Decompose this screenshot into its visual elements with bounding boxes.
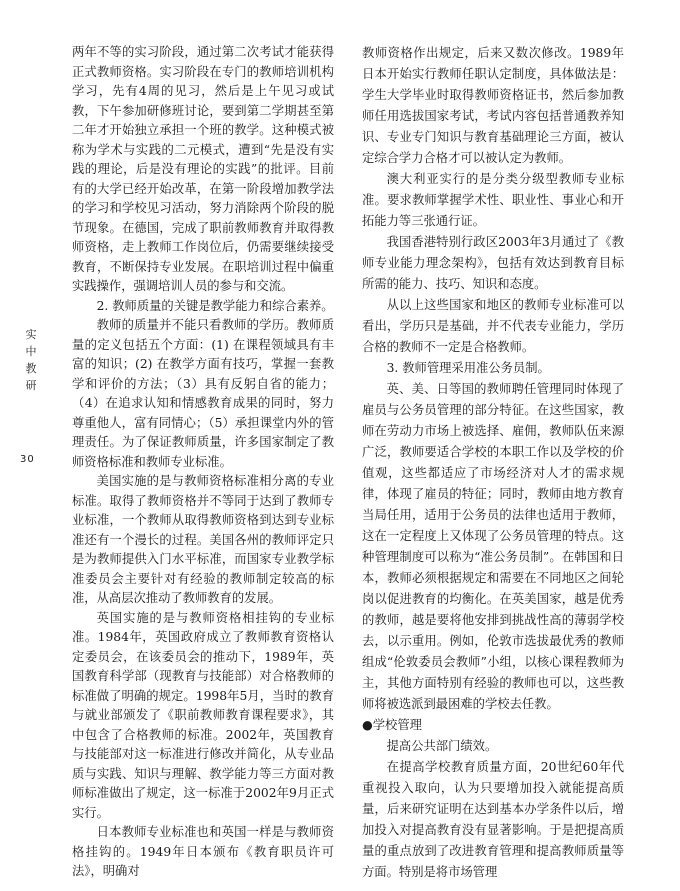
left-text-column xyxy=(72,43,334,882)
paragraph: 日本教师专业标准也和英国一样是与教师资格挂钩的。1949年日本颁布《教育职员许可法》，明确对 xyxy=(72,825,334,878)
paragraph: 在提高学校教育质量方面，20世纪60年代重视投入取向，认为只要增加投入就能提高质量，后来研究证明在达到基本办学条件以后，增加投入对提高教育没有显著影响。于是把提高质量的重点放到了改进教育管理和提高教师质量等方面。特别是将市场管理 xyxy=(362,760,624,879)
paragraph: 提高公共部门绩效。 xyxy=(386,739,498,753)
page-number: 30 xyxy=(20,454,35,465)
paragraph: 英、美、日等国的教师聘任管理同时体现了雇员与公务员管理的部分特征。在这些国家，教师在劳动力市场上被选择、雇佣，教师队伍来源广泛，教师要适合学校的本职工作以及学校的价值观，这些都适应了市场经济对人才的需求规律，体现了雇员的特征；同时，教师由地方教育当局任用，适用于公务员的法律也适用于教师，这在一定程度上又体现了公务员管理的特点。这种管理制度可以称为“准公务员制”。在韩国和日本，教师必须根据规定和需要在不同地区之间轮岗以促进教育的均衡化。在英美国家，越是优秀的教师，越是要将他安排到挑战性高的薄弱学校去，以示重用。例如，伦敦市选拔最优秀的教师组成“伦敦委员会教师”小组，以核心课程教师为主，其他方面特别有经验的教师也可以，这些教师将被选派到最困难的学校去任教。 xyxy=(362,382,624,711)
paragraph: 美国实施的是与教师资格标准相分离的专业标准。取得了教师资格并不等同于达到了教师专业标准，一个教师从取得教师资格到达到专业标准还有一个漫长的过程。美国各州的教师评定只是为教师提供入门水平标准，而国家专业教学标准委员会主要针对有经验的教师制定较高的标准，从高层次推动了教师教育的发展。 xyxy=(72,474,334,605)
paragraph: 两年不等的实习阶段，通过第二次考试才能获得正式教师资格。实习阶段在专门的教师培训机构学习，先有4周的见习，然后是上午见习或试教，下午参加研修班讨论，要到第二学期甚至第二年才开始独立承担一个班的教学。这种模式被称为学术与实践的二元模式，遭到“先是没有实践的理论，后是没有理论的实践”的批评。目前有的大学已经开始改革，在第一阶段增加教学法的学习和学校见习活动，努力消除两个阶段的脱节现象。在德国，完成了职前教师教育并取得教师资格，走上教师工作岗位后，仍需要继续接受教育，不断保持专业发展。在职培训过程中偏重实践操作，强调培训人员的参与和交流。 xyxy=(72,45,334,293)
right-text-column xyxy=(362,43,624,883)
bullet-heading: ●学校管理 xyxy=(362,718,422,732)
paragraph: 我国香港特别行政区2003年3月通过了《教师专业能力理念架构》，包括有效达到教育目标所需的能力、技巧、知识和态度。 xyxy=(362,235,624,291)
paragraph: 教师资格作出规定，后来又数次修改。1989年日本开始实行教师任职认定制度，具体做法是：学生大学毕业时取得教师资格证书，然后参加教师任用选拔国家考试，考试内容包括普通教养知识、专业专门知识与教育基础理论三方面，被认定综合学力合格才可以被认定为教师。 xyxy=(362,46,624,165)
paragraph: 英国实施的是与教师资格相挂钩的专业标准。1984年，英国政府成立了教师教育资格认定委员会，在该委员会的推动下，1989年，英国教育科学部（现教育与技能部）对合格教师的标准做了明确的规定。1998年5月，当时的教育与就业部颁发了《职前教师教育课程要求》，其中包含了合格教师的标准。2002年，英国教育与技能部对这一标准进行修改并简化，从专业品质与实践、知识与理解、教学能力等三方面对教师标准做出了规定，这一标准于2002年9月正式实行。 xyxy=(72,610,334,820)
paragraph: 从以上这些国家和地区的教师专业标准可以看出，学历只是基础，并不代表专业能力，学历合格的教师不一定是合格教师。 xyxy=(362,298,624,354)
paragraph: 教师的质量并不能只看教师的学历。教师质量的定义包括五个方面：(1) 在课程领域具有丰富的知识；(2) 在教学方面有技巧，掌握一套教学和评价的方法；（3）具有反躬自省的能力；（4）在追求认知和情感教育成果的同时，努力尊重他人，富有同情心；（5）承担课堂内外的管理责任。为了保证教师质量，许多国家制定了教师资格标准和教师专业标准。 xyxy=(72,318,334,469)
journal-sidebar-label: 实中教研 xyxy=(25,328,37,392)
section-heading: 3. 教师管理采用准公务员制。 xyxy=(386,361,550,375)
section-heading: 2. 教师质量的关键是教学能力和综合素养。 xyxy=(96,298,334,313)
paragraph: 澳大利亚实行的是分类分级型教师专业标准。要求教师掌握学术性、职业性、事业心和开拓能力等三张通行证。 xyxy=(362,172,624,228)
